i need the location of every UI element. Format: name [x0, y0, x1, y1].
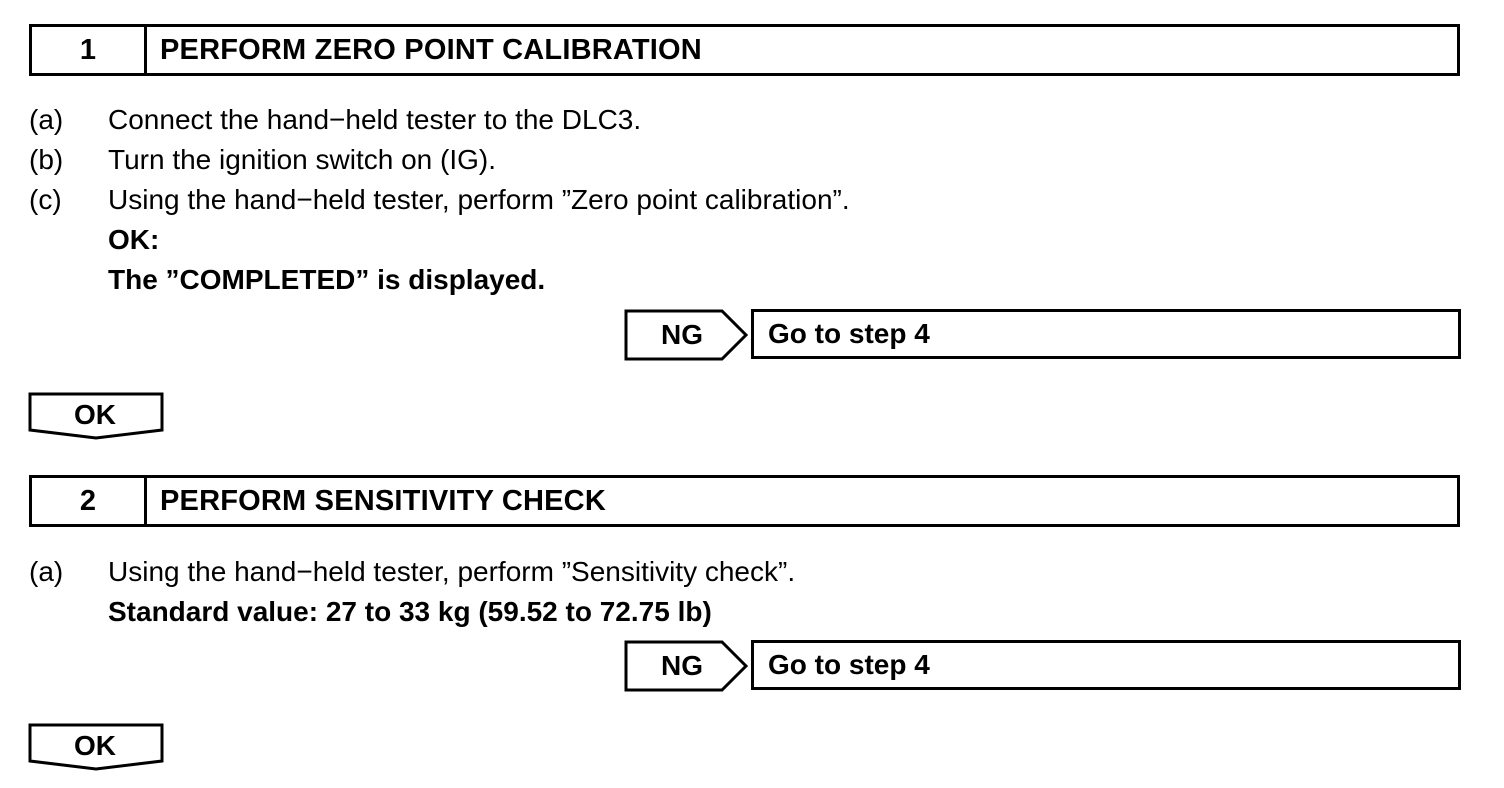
spec-value: Standard value: 27 to 33 kg (59.52 to 72.75 lb) — [108, 596, 712, 627]
item-label: (a) — [29, 104, 64, 135]
step-1-header — [29, 24, 1460, 76]
spec-heading: OK: — [108, 224, 160, 255]
item-text: Using the hand−held tester, perform ”Zero point calibration”. — [108, 184, 850, 215]
step-2-header — [29, 475, 1460, 527]
step-number: 2 — [32, 478, 147, 524]
ok-label[interactable]: OK — [74, 399, 116, 430]
ng-label: NG — [661, 650, 703, 681]
item-text: Using the hand−held tester, perform ”Sensitivity check”. — [108, 556, 796, 587]
ng-label: NG — [661, 319, 703, 350]
item-label: (b) — [29, 144, 64, 175]
item-label: (c) — [29, 184, 62, 215]
ng-target-box[interactable]: Go to step 4 — [751, 309, 1461, 359]
item-text: Turn the ignition switch on (IG). — [108, 144, 497, 175]
item-label: (a) — [29, 556, 64, 587]
spec-value: The ”COMPLETED” is displayed. — [108, 264, 546, 295]
ng-target-box[interactable]: Go to step 4 — [751, 640, 1461, 690]
step-title: PERFORM SENSITIVITY CHECK — [160, 484, 606, 517]
step-number: 1 — [32, 27, 147, 73]
step-title: PERFORM ZERO POINT CALIBRATION — [160, 33, 702, 66]
item-text: Connect the hand−held tester to the DLC3. — [108, 104, 642, 135]
ok-label[interactable]: OK — [74, 730, 116, 761]
